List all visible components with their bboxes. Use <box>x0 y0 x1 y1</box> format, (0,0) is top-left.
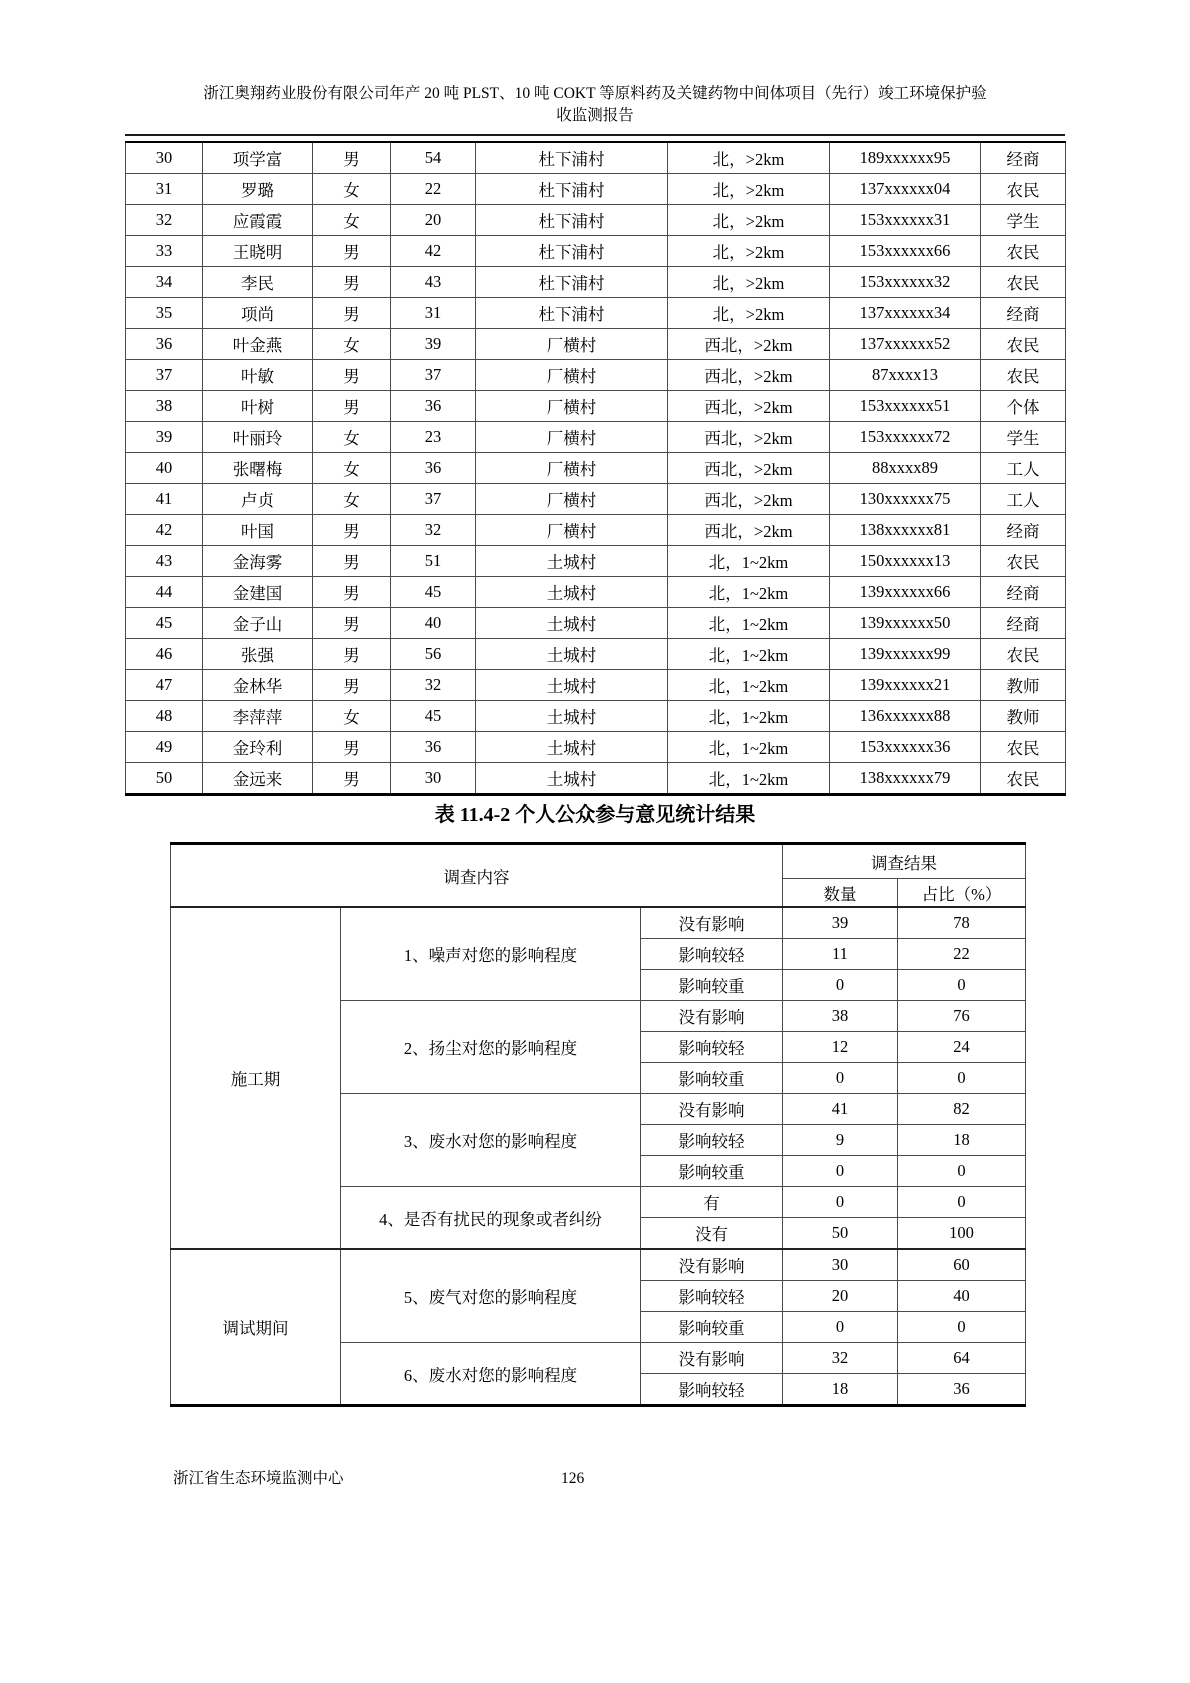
survey-option-cell: 影响较重 <box>641 1156 783 1187</box>
survey-percent-cell: 0 <box>898 1312 1026 1343</box>
participant-cell: 45 <box>126 608 203 639</box>
participant-cell: 153xxxxxx66 <box>830 236 981 267</box>
survey-tbody <box>171 907 1026 1406</box>
participant-cell: 男 <box>313 546 391 577</box>
participant-cell: 北，>2km <box>668 142 830 174</box>
survey-percent-cell: 18 <box>898 1125 1026 1156</box>
participant-cell: 女 <box>313 205 391 236</box>
participant-cell: 金远来 <box>203 763 313 795</box>
participant-row <box>126 515 1066 546</box>
participant-cell: 叶树 <box>203 391 313 422</box>
survey-count-cell: 32 <box>783 1343 898 1374</box>
participant-cell: 土城村 <box>476 639 668 670</box>
survey-percent-cell: 0 <box>898 1063 1026 1094</box>
participant-cell: 工人 <box>981 453 1066 484</box>
participant-cell: 46 <box>126 639 203 670</box>
survey-percent-cell: 64 <box>898 1343 1026 1374</box>
participant-cell: 土城村 <box>476 670 668 701</box>
participant-cell: 李萍萍 <box>203 701 313 732</box>
participant-cell: 北，1~2km <box>668 608 830 639</box>
survey-option-cell: 没有影响 <box>641 1249 783 1281</box>
survey-table-title: 表 11.4-2 个人公众参与意见统计结果 <box>434 804 756 826</box>
survey-period-cell: 施工期 <box>171 907 341 1249</box>
participant-cell: 139xxxxxx21 <box>830 670 981 701</box>
participant-row <box>126 391 1066 422</box>
survey-results-table <box>170 842 1026 1407</box>
participant-cell: 北，1~2km <box>668 546 830 577</box>
survey-count-cell: 11 <box>783 939 898 970</box>
survey-option-cell: 影响较轻 <box>641 1032 783 1063</box>
participant-cell: 138xxxxxx81 <box>830 515 981 546</box>
participant-row <box>126 763 1066 795</box>
survey-header-percent: 占比（%） <box>898 879 1026 908</box>
participant-cell: 厂横村 <box>476 329 668 360</box>
survey-count-cell: 30 <box>783 1249 898 1281</box>
participant-cell: 40 <box>126 453 203 484</box>
participant-row <box>126 701 1066 732</box>
participant-cell: 男 <box>313 142 391 174</box>
participant-row <box>126 639 1066 670</box>
participant-cell: 土城村 <box>476 701 668 732</box>
participant-cell: 农民 <box>981 639 1066 670</box>
participant-row <box>126 422 1066 453</box>
participant-cell: 49 <box>126 732 203 763</box>
participant-cell: 叶敏 <box>203 360 313 391</box>
participant-cell: 45 <box>391 577 476 608</box>
survey-count-cell: 41 <box>783 1094 898 1125</box>
participant-row <box>126 267 1066 298</box>
participant-cell: 137xxxxxx04 <box>830 174 981 205</box>
participant-cell: 153xxxxxx36 <box>830 732 981 763</box>
participant-cell: 男 <box>313 515 391 546</box>
survey-count-cell: 39 <box>783 907 898 939</box>
participant-row <box>126 577 1066 608</box>
participant-cell: 36 <box>391 391 476 422</box>
participant-cell: 189xxxxxx95 <box>830 142 981 174</box>
survey-header-count: 数量 <box>783 879 898 908</box>
survey-option-cell: 没有影响 <box>641 1094 783 1125</box>
participant-cell: 153xxxxxx32 <box>830 267 981 298</box>
participant-cell: 36 <box>391 732 476 763</box>
survey-count-cell: 18 <box>783 1374 898 1406</box>
survey-count-cell: 0 <box>783 1312 898 1343</box>
participant-cell: 男 <box>313 670 391 701</box>
participant-cell: 金子山 <box>203 608 313 639</box>
participant-cell: 37 <box>391 484 476 515</box>
participant-row <box>126 453 1066 484</box>
participant-cell: 88xxxx89 <box>830 453 981 484</box>
participant-cell: 杜下浦村 <box>476 174 668 205</box>
participant-cell: 农民 <box>981 546 1066 577</box>
participant-cell: 土城村 <box>476 763 668 795</box>
participant-cell: 西北，>2km <box>668 515 830 546</box>
participant-cell: 厂横村 <box>476 422 668 453</box>
participant-cell: 土城村 <box>476 732 668 763</box>
participant-cell: 北，1~2km <box>668 732 830 763</box>
participant-cell: 男 <box>313 577 391 608</box>
participant-cell: 北，>2km <box>668 174 830 205</box>
participant-cell: 北，>2km <box>668 298 830 329</box>
participant-cell: 农民 <box>981 360 1066 391</box>
participant-row <box>126 298 1066 329</box>
survey-count-cell: 9 <box>783 1125 898 1156</box>
participant-cell: 工人 <box>981 484 1066 515</box>
participant-cell: 西北，>2km <box>668 484 830 515</box>
participant-cell: 31 <box>391 298 476 329</box>
participant-cell: 北，>2km <box>668 267 830 298</box>
participant-cell: 153xxxxxx31 <box>830 205 981 236</box>
participant-cell: 杜下浦村 <box>476 298 668 329</box>
page-header <box>95 83 1095 127</box>
participant-cell: 农民 <box>981 236 1066 267</box>
survey-question-cell: 6、废水对您的影响程度 <box>341 1343 641 1406</box>
participant-cell: 男 <box>313 391 391 422</box>
survey-count-cell: 0 <box>783 1156 898 1187</box>
survey-percent-cell: 22 <box>898 939 1026 970</box>
participant-cell: 51 <box>391 546 476 577</box>
participant-cell: 20 <box>391 205 476 236</box>
participant-cell: 经商 <box>981 515 1066 546</box>
participant-cell: 经商 <box>981 608 1066 639</box>
survey-count-cell: 0 <box>783 970 898 1001</box>
participant-cell: 30 <box>126 142 203 174</box>
participant-cell: 女 <box>313 329 391 360</box>
participant-row <box>126 360 1066 391</box>
participant-cell: 137xxxxxx52 <box>830 329 981 360</box>
participant-cell: 45 <box>391 701 476 732</box>
participant-cell: 42 <box>391 236 476 267</box>
survey-header-content: 调查内容 <box>171 844 783 908</box>
participant-cell: 北，1~2km <box>668 763 830 795</box>
participant-cell: 西北，>2km <box>668 329 830 360</box>
survey-question-cell: 2、扬尘对您的影响程度 <box>341 1001 641 1094</box>
footer-page-number: 126 <box>561 1470 585 1487</box>
survey-question-cell: 4、是否有扰民的现象或者纠纷 <box>341 1187 641 1250</box>
participant-cell: 男 <box>313 639 391 670</box>
participant-cell: 王晓明 <box>203 236 313 267</box>
participant-cell: 金建国 <box>203 577 313 608</box>
participant-cell: 土城村 <box>476 577 668 608</box>
participant-cell: 女 <box>313 422 391 453</box>
participant-cell: 男 <box>313 236 391 267</box>
survey-count-cell: 12 <box>783 1032 898 1063</box>
participant-cell: 153xxxxxx51 <box>830 391 981 422</box>
participant-cell: 学生 <box>981 422 1066 453</box>
header-title-line1: 浙江奥翔药业股份有限公司年产 20 吨 PLST、10 吨 COKT 等原料药及关键药物中间体项目（先行）竣工环境保护验 <box>203 85 987 102</box>
footer-organization: 浙江省生态环境监测中心 <box>173 1470 344 1487</box>
participant-cell: 卢贞 <box>203 484 313 515</box>
participant-cell: 男 <box>313 763 391 795</box>
participant-cell: 40 <box>391 608 476 639</box>
participant-cell: 杜下浦村 <box>476 267 668 298</box>
participant-cell: 罗璐 <box>203 174 313 205</box>
participant-row <box>126 329 1066 360</box>
survey-percent-cell: 100 <box>898 1218 1026 1250</box>
participant-cell: 金林华 <box>203 670 313 701</box>
survey-percent-cell: 0 <box>898 970 1026 1001</box>
participant-cell: 杜下浦村 <box>476 236 668 267</box>
participant-cell: 经商 <box>981 298 1066 329</box>
survey-option-cell: 没有影响 <box>641 1343 783 1374</box>
participant-cell: 经商 <box>981 142 1066 174</box>
survey-header-row-1 <box>171 844 1026 879</box>
participant-cell: 44 <box>126 577 203 608</box>
participant-cell: 项尚 <box>203 298 313 329</box>
participant-cell: 23 <box>391 422 476 453</box>
survey-percent-cell: 0 <box>898 1156 1026 1187</box>
participant-cell: 32 <box>391 515 476 546</box>
participant-cell: 37 <box>126 360 203 391</box>
survey-option-cell: 没有 <box>641 1218 783 1250</box>
survey-period-cell: 调试期间 <box>171 1249 341 1406</box>
participant-cell: 农民 <box>981 763 1066 795</box>
participant-cell: 张曙梅 <box>203 453 313 484</box>
survey-count-cell: 0 <box>783 1187 898 1218</box>
participant-cell: 个体 <box>981 391 1066 422</box>
participant-cell: 38 <box>126 391 203 422</box>
participant-cell: 叶金燕 <box>203 329 313 360</box>
participant-cell: 47 <box>126 670 203 701</box>
participant-cell: 西北，>2km <box>668 360 830 391</box>
participant-cell: 43 <box>391 267 476 298</box>
participant-cell: 厂横村 <box>476 453 668 484</box>
survey-question-cell: 1、噪声对您的影响程度 <box>341 907 641 1001</box>
survey-thead <box>171 844 1026 908</box>
participant-cell: 北，>2km <box>668 236 830 267</box>
participant-cell: 39 <box>126 422 203 453</box>
participant-cell: 150xxxxxx13 <box>830 546 981 577</box>
survey-option-cell: 有 <box>641 1187 783 1218</box>
survey-percent-cell: 78 <box>898 907 1026 939</box>
participant-cell: 39 <box>391 329 476 360</box>
survey-percent-cell: 0 <box>898 1187 1026 1218</box>
participant-row <box>126 608 1066 639</box>
survey-question-cell: 5、废气对您的影响程度 <box>341 1249 641 1343</box>
participant-cell: 136xxxxxx88 <box>830 701 981 732</box>
survey-row <box>171 1249 1026 1281</box>
survey-percent-cell: 76 <box>898 1001 1026 1032</box>
participant-cell: 男 <box>313 267 391 298</box>
participant-cell: 应霞霞 <box>203 205 313 236</box>
participant-cell: 张强 <box>203 639 313 670</box>
participant-cell: 43 <box>126 546 203 577</box>
participant-cell: 女 <box>313 701 391 732</box>
participant-cell: 130xxxxxx75 <box>830 484 981 515</box>
survey-count-cell: 50 <box>783 1218 898 1250</box>
participant-cell: 男 <box>313 360 391 391</box>
participant-cell: 金玲利 <box>203 732 313 763</box>
survey-question-cell: 3、废水对您的影响程度 <box>341 1094 641 1187</box>
participant-cell: 土城村 <box>476 546 668 577</box>
participant-cell: 50 <box>126 763 203 795</box>
participant-cell: 厂横村 <box>476 391 668 422</box>
survey-percent-cell: 40 <box>898 1281 1026 1312</box>
participant-cell: 西北，>2km <box>668 453 830 484</box>
participant-row <box>126 546 1066 577</box>
survey-option-cell: 影响较轻 <box>641 1374 783 1406</box>
survey-option-cell: 没有影响 <box>641 907 783 939</box>
survey-count-cell: 0 <box>783 1063 898 1094</box>
participant-cell: 138xxxxxx79 <box>830 763 981 795</box>
participant-cell: 87xxxx13 <box>830 360 981 391</box>
participant-cell: 西北，>2km <box>668 391 830 422</box>
participant-row <box>126 205 1066 236</box>
participant-cell: 土城村 <box>476 608 668 639</box>
participant-cell: 农民 <box>981 732 1066 763</box>
survey-option-cell: 影响较重 <box>641 1312 783 1343</box>
participant-cell: 139xxxxxx66 <box>830 577 981 608</box>
participant-cell: 北，1~2km <box>668 701 830 732</box>
survey-option-cell: 没有影响 <box>641 1001 783 1032</box>
survey-percent-cell: 36 <box>898 1374 1026 1406</box>
participant-cell: 经商 <box>981 577 1066 608</box>
participant-cell: 项学富 <box>203 142 313 174</box>
participant-cell: 36 <box>126 329 203 360</box>
participant-cell: 教师 <box>981 670 1066 701</box>
participant-cell: 北，1~2km <box>668 639 830 670</box>
participant-cell: 153xxxxxx72 <box>830 422 981 453</box>
participant-cell: 30 <box>391 763 476 795</box>
participant-cell: 女 <box>313 484 391 515</box>
participant-cell: 教师 <box>981 701 1066 732</box>
survey-option-cell: 影响较重 <box>641 1063 783 1094</box>
participant-cell: 农民 <box>981 267 1066 298</box>
participant-cell: 叶丽玲 <box>203 422 313 453</box>
participant-row <box>126 484 1066 515</box>
participant-cell: 北，1~2km <box>668 670 830 701</box>
participant-cell: 41 <box>126 484 203 515</box>
survey-percent-cell: 24 <box>898 1032 1026 1063</box>
participant-cell: 32 <box>391 670 476 701</box>
participant-cell: 35 <box>126 298 203 329</box>
participant-cell: 女 <box>313 453 391 484</box>
survey-count-cell: 38 <box>783 1001 898 1032</box>
participant-cell: 农民 <box>981 174 1066 205</box>
participant-row <box>126 236 1066 267</box>
header-title-line2: 收监测报告 <box>556 107 634 124</box>
participant-cell: 叶国 <box>203 515 313 546</box>
participant-cell: 厂横村 <box>476 515 668 546</box>
participant-cell: 杜下浦村 <box>476 142 668 174</box>
participant-row <box>126 732 1066 763</box>
survey-option-cell: 影响较轻 <box>641 939 783 970</box>
participant-row <box>126 142 1066 174</box>
participant-row <box>126 174 1066 205</box>
survey-option-cell: 影响较轻 <box>641 1125 783 1156</box>
participant-cell: 32 <box>126 205 203 236</box>
participant-cell: 42 <box>126 515 203 546</box>
participant-cell: 48 <box>126 701 203 732</box>
participant-cell: 137xxxxxx34 <box>830 298 981 329</box>
participant-cell: 学生 <box>981 205 1066 236</box>
participant-cell: 北，1~2km <box>668 577 830 608</box>
participant-cell: 33 <box>126 236 203 267</box>
participant-cell: 139xxxxxx50 <box>830 608 981 639</box>
participant-cell: 厂横村 <box>476 360 668 391</box>
participant-cell: 36 <box>391 453 476 484</box>
header-rule <box>125 134 1065 136</box>
participant-row <box>126 670 1066 701</box>
survey-option-cell: 影响较重 <box>641 970 783 1001</box>
participant-cell: 男 <box>313 732 391 763</box>
survey-option-cell: 影响较轻 <box>641 1281 783 1312</box>
survey-row <box>171 907 1026 939</box>
participant-cell: 李民 <box>203 267 313 298</box>
participant-cell: 34 <box>126 267 203 298</box>
participants-tbody <box>126 142 1066 795</box>
participant-cell: 金海雾 <box>203 546 313 577</box>
participant-cell: 31 <box>126 174 203 205</box>
participant-cell: 139xxxxxx99 <box>830 639 981 670</box>
participant-cell: 56 <box>391 639 476 670</box>
participant-cell: 37 <box>391 360 476 391</box>
participant-cell: 西北，>2km <box>668 422 830 453</box>
survey-header-result: 调查结果 <box>783 844 1026 879</box>
participant-cell: 北，>2km <box>668 205 830 236</box>
participant-cell: 54 <box>391 142 476 174</box>
participant-cell: 杜下浦村 <box>476 205 668 236</box>
survey-count-cell: 20 <box>783 1281 898 1312</box>
participant-cell: 女 <box>313 174 391 205</box>
participant-cell: 男 <box>313 608 391 639</box>
survey-percent-cell: 82 <box>898 1094 1026 1125</box>
participant-cell: 男 <box>313 298 391 329</box>
survey-percent-cell: 60 <box>898 1249 1026 1281</box>
participant-cell: 农民 <box>981 329 1066 360</box>
participant-cell: 厂横村 <box>476 484 668 515</box>
public-participants-table <box>125 141 1066 796</box>
participant-cell: 22 <box>391 174 476 205</box>
